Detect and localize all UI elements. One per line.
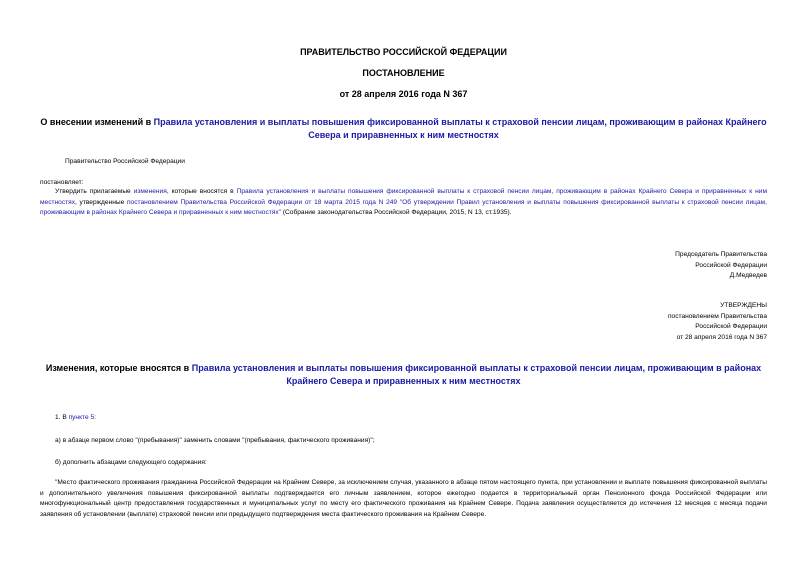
issuer-line: Правительство Российской Федерации xyxy=(65,158,185,165)
decree-word: постановляет: xyxy=(40,179,84,186)
quoted-paragraph: "Место фактического проживания гражданина Российской Федерации на Крайнем Севере, за исключением случая, указанного в абзаце пятом настоящего пункта, при установлении и выплате повышения фиксированной выплаты и дополнительного увеличения повышения фиксированной выплаты подтверждается его личным заявлением, которое ежегодно подается в территориальный орган Пенсионного фонда Российской Федерации или многофункциональный центр предоставления государственных и муниципальных услуг по месту его фактического проживания на Крайнем Севере. Подача заявления осуществляется до истечения 12 месяцев с месяца подачи заявления об установлении (выплате) страховой пенсии или предыдущего подтверждения места фактического проживания на Крайнем Севере. xyxy=(40,479,767,518)
main-paragraph-text-2: , которые вносятся в xyxy=(166,188,237,195)
main-paragraph-text-3: , утвержденные xyxy=(75,198,127,206)
signature-country: Российской Федерации xyxy=(695,261,767,269)
point-5-link[interactable]: пункте 5 xyxy=(68,414,95,421)
change-item-1-prefix: 1. В xyxy=(55,414,69,421)
main-paragraph-text-1: Утвердить прилагаемые xyxy=(55,188,134,195)
change-item-b: б) дополнить абзацами следующего содержания: xyxy=(55,459,207,466)
approved-block xyxy=(467,301,767,343)
approved-by: постановлением Правительства xyxy=(667,312,767,320)
document-title-link[interactable]: Правила установления и выплаты повышения фиксированной выплаты к страховой пенсии лицам, проживающим в районах Крайнего Севера и приравненных к ним местностях xyxy=(153,117,767,140)
changes-link[interactable]: изменения xyxy=(133,188,167,195)
document-title xyxy=(40,116,767,142)
signature-name: Д.Медведев xyxy=(729,272,767,279)
changes-title-prefix: Изменения, которые вносятся в xyxy=(45,363,192,373)
signature-block xyxy=(467,250,767,282)
signature-position: Председатель Правительства xyxy=(675,251,767,258)
main-paragraph xyxy=(40,187,767,219)
approved-label: УТВЕРЖДЕНЫ xyxy=(720,302,767,309)
rules-link[interactable]: Правила установления и выплаты повышения фиксированной выплаты к страховой пенсии лицам, проживающим в районах Крайнего Севера и приравненных к ним местностях xyxy=(40,188,767,206)
approved-date: от 28 апреля 2016 года N 367 xyxy=(676,333,767,341)
resolution-link[interactable]: постановлением Правительства Российской Федерации от 18 марта 2015 года N 249 "Об утверждении Правил установления и выплаты повышения фиксированной выплаты к страховой пенсии лицам, проживающим в районах Крайнего Севера и приравненных к ним местностях" xyxy=(40,198,767,216)
approved-country: Российской Федерации xyxy=(695,323,767,330)
changes-title xyxy=(40,362,767,388)
document-type: ПОСТАНОВЛЕНИЕ xyxy=(362,68,445,78)
change-item-1 xyxy=(55,413,96,424)
document-date-number: от 28 апреля 2016 года N 367 xyxy=(339,89,468,99)
change-item-a: а) в абзаце первом слово "(пребывания)" заменить словами "(пребывания, фактического проживания)"; xyxy=(55,437,375,444)
document-title-prefix: О внесении изменений в xyxy=(40,117,154,127)
main-paragraph-text-4: (Собрание законодательства Российской Федерации, 2015, N 13, ст.1935). xyxy=(281,209,512,216)
change-item-1-suffix: : xyxy=(94,414,96,421)
government-heading: ПРАВИТЕЛЬСТВО РОССИЙСКОЙ ФЕДЕРАЦИИ xyxy=(300,47,507,57)
changes-title-link[interactable]: Правила установления и выплаты повышения фиксированной выплаты к страховой пенсии лицам, проживающим в районах Крайнего Севера и приравненных к ним местностях xyxy=(191,363,762,386)
